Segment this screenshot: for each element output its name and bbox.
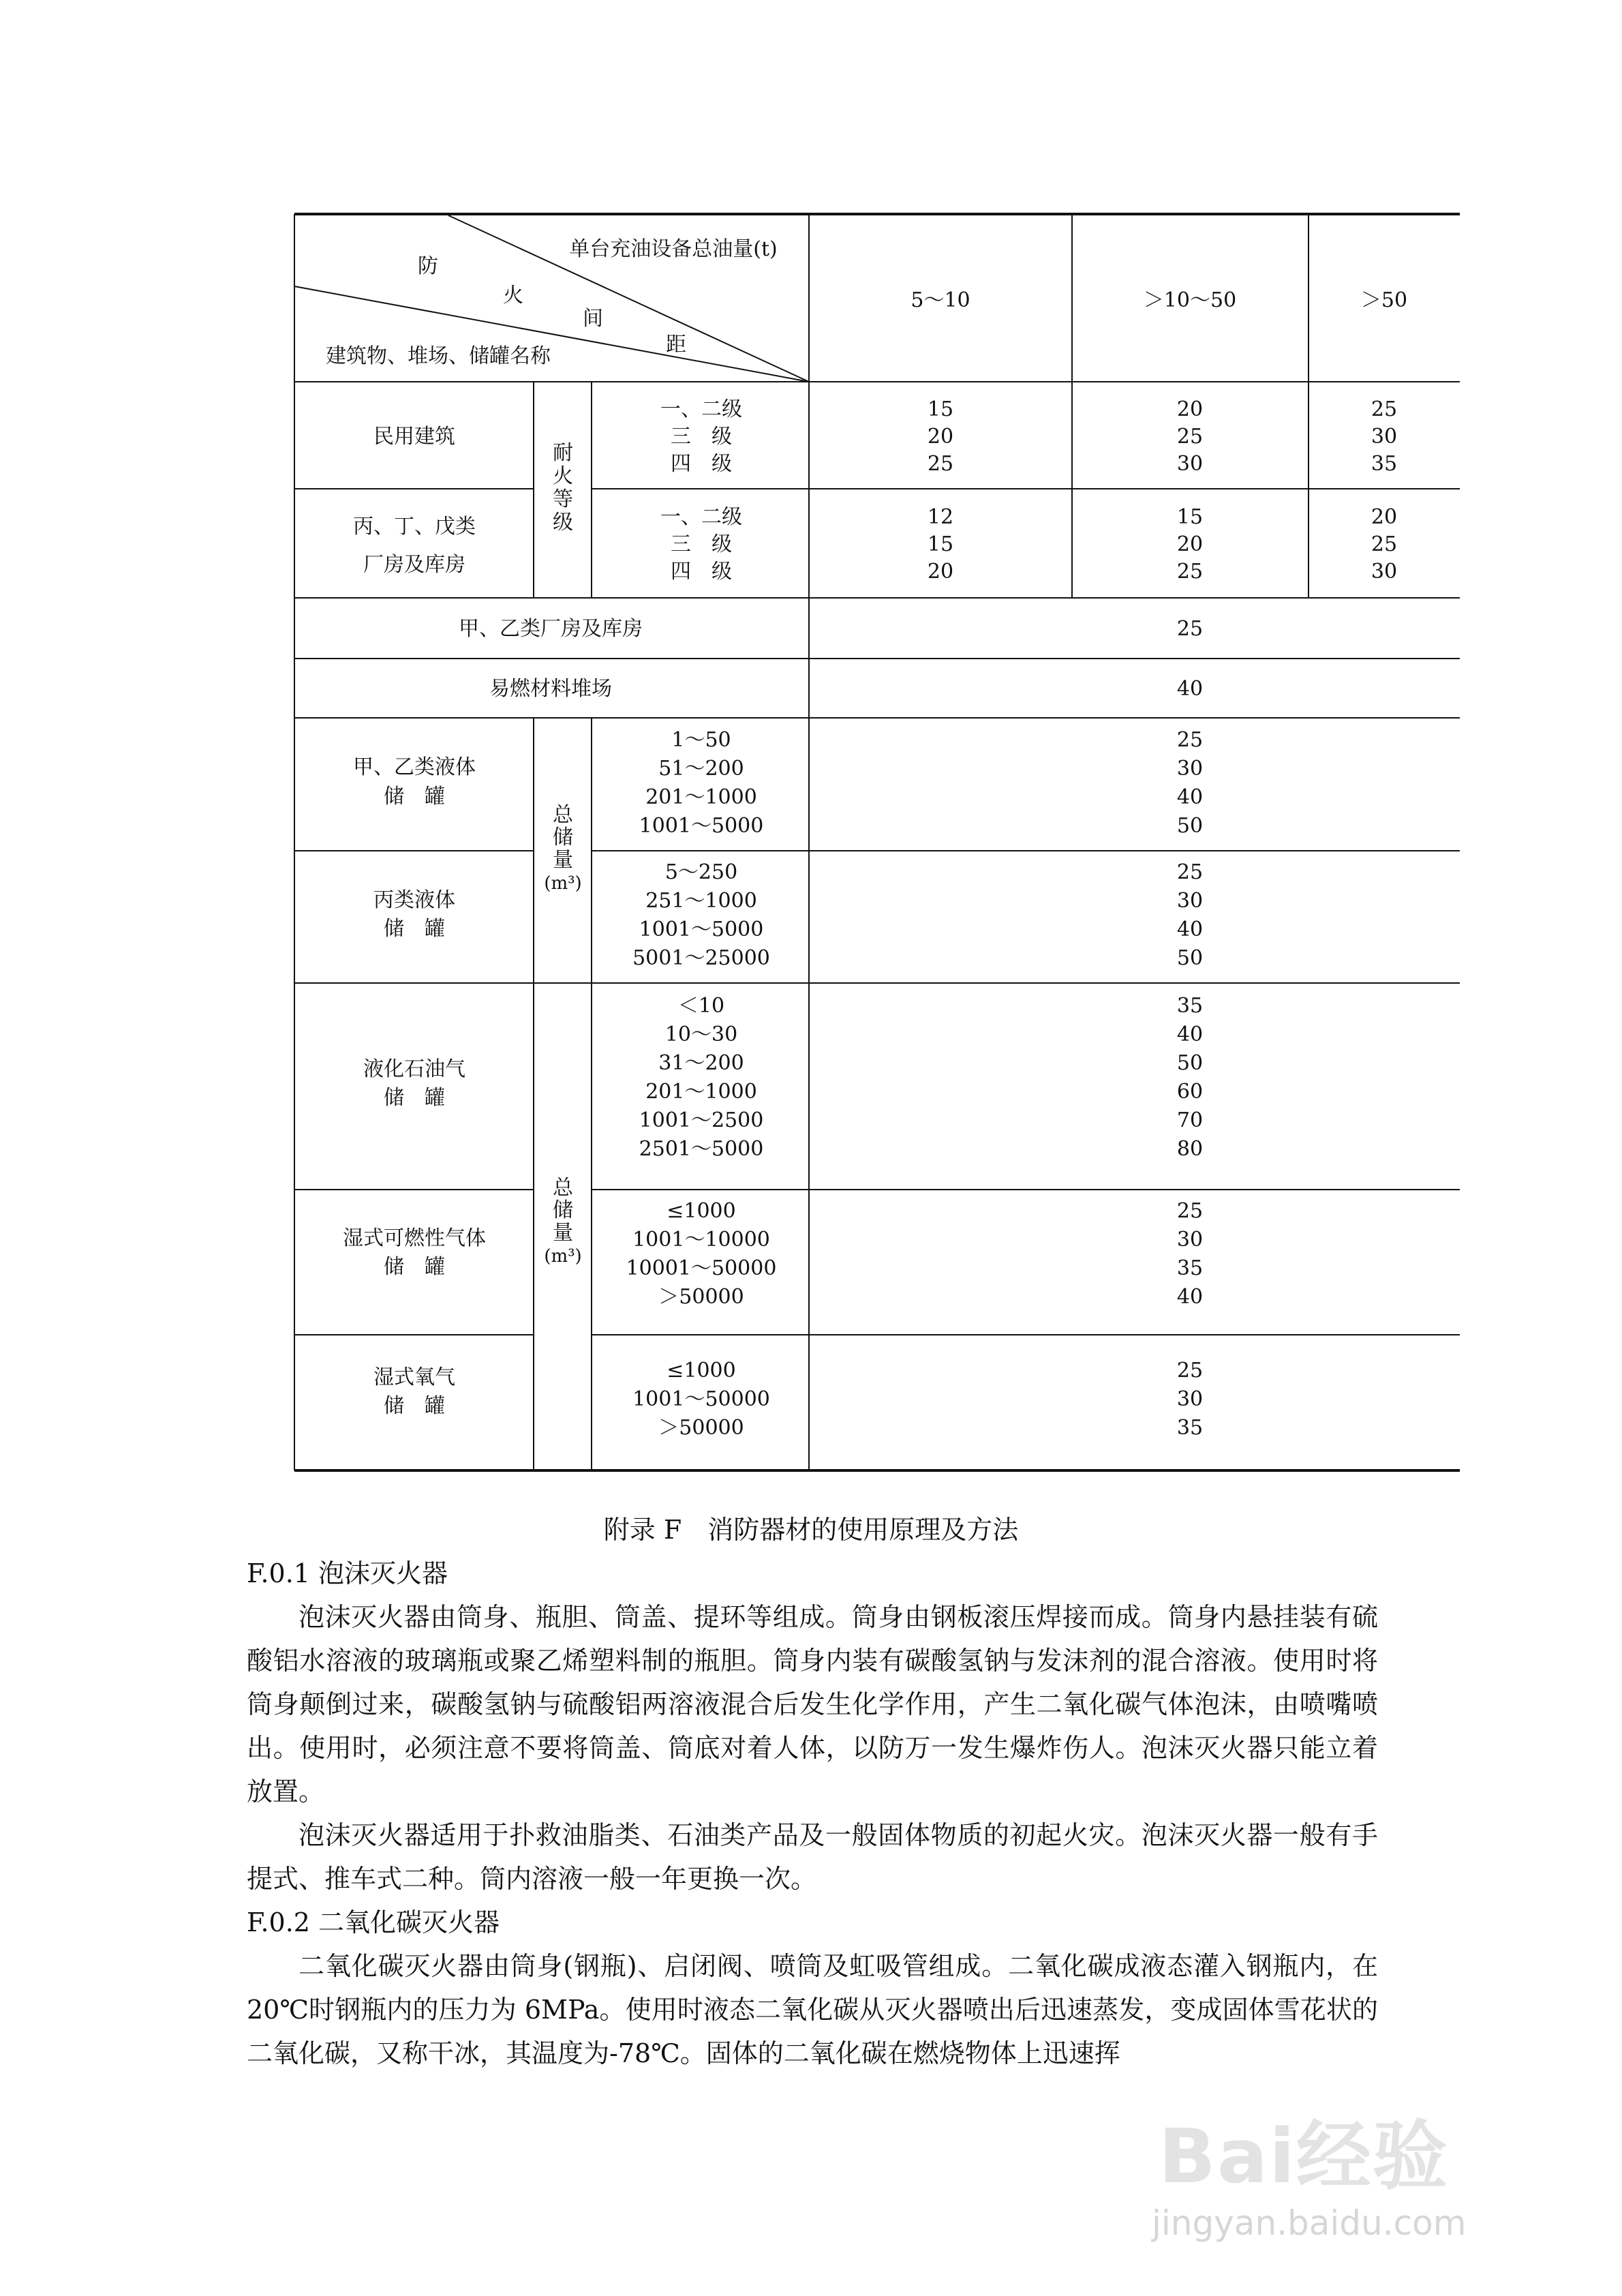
watermark-logo: Bai经验 [1159,2113,1449,2200]
fire-grade-label: 等 [553,487,573,511]
cell: 25 [1176,1359,1204,1383]
range: 1001～5000 [639,814,764,838]
col-header: ＞10～50 [1143,288,1237,312]
row-name: 易燃材料堆场 [489,677,612,701]
grade: 三 级 [671,425,732,449]
cell: 25 [1176,1199,1204,1223]
cell: 35 [1371,452,1398,476]
header-diag-char: 距 [666,333,686,357]
grade: 四 级 [671,560,732,584]
range: ＞50000 [658,1416,744,1440]
storage-label: 量 [553,1221,573,1245]
range: 1001～5000 [639,918,764,941]
cell: 15 [927,532,954,556]
cell: 25 [1176,860,1204,884]
table-grid [294,214,1460,1470]
section-heading-foam: F.0.1 泡沫灭火器 [247,1558,448,1588]
cell: 15 [1176,505,1204,529]
row-name: 甲、乙类液体 [353,755,476,779]
watermark-url: jingyan.baidu.com [1152,2203,1467,2243]
grade: 一、二级 [660,397,742,421]
cell: 40 [1176,1023,1204,1046]
row-name: 液化石油气 [363,1057,465,1081]
cell: 20 [1371,505,1398,529]
cell: 25 [1176,728,1204,752]
row-name: 储 罐 [384,1394,445,1418]
storage-label: 储 [553,1198,573,1222]
header-diag-char: 火 [503,284,523,307]
row-name: 丙类液体 [373,888,455,912]
grade: 三 级 [671,532,732,556]
range: 251～1000 [645,889,757,913]
row-name: 湿式氧气 [373,1365,455,1389]
fire-grade-label: 火 [553,464,573,488]
cell: 35 [1176,994,1204,1018]
grade: 四 级 [671,452,732,476]
cell: 15 [927,397,954,421]
cell: 35 [1176,1416,1204,1440]
range: 201～1000 [645,1080,757,1104]
cell: 20 [1176,532,1204,556]
cell: 50 [1176,946,1204,970]
paragraph: 二氧化碳灭火器由筒身(钢瓶)、启闭阀、喷筒及虹吸管组成。二氧化碳成液态灌入钢瓶内，在 20℃时钢瓶内的压力为 6MPa。使用时液态二氧化碳从灭火器喷出后迅速蒸发，变成固体雪花状的二氧化碳，又称干冰，其温度为-78℃。固体的二氧化碳在燃烧物体上迅速挥 [247,1951,1378,2068]
range: 51～200 [658,757,744,781]
cell: 30 [1176,889,1204,913]
cell: 50 [1176,1051,1204,1075]
range: 1001～2500 [639,1108,764,1132]
storage-label: 量 [553,848,573,872]
cell: 25 [1176,617,1204,641]
range: 1001～50000 [632,1387,770,1411]
cell: 30 [1371,425,1398,449]
row-name: 甲、乙类厂房及库房 [459,617,643,641]
col-header: ＞50 [1360,288,1408,312]
cell: 30 [1176,452,1204,476]
cell: 30 [1176,1228,1204,1252]
cell: 25 [1176,560,1204,584]
range: 10001～50000 [626,1256,777,1280]
cell: 40 [1176,785,1204,809]
range: ＜10 [677,994,725,1018]
cell: 30 [1176,757,1204,781]
row-name: 丙、丁、戊类 [353,515,476,539]
range: 31～200 [658,1051,744,1075]
fire-grade-label: 耐 [553,441,573,465]
cell: 40 [1176,918,1204,941]
cell: 20 [927,425,954,449]
range: 5001～25000 [632,946,770,970]
range: 1～50 [671,728,731,752]
storage-label: (m³) [544,873,582,894]
header-row-label: 建筑物、堆场、储罐名称 [326,344,551,368]
cell: 50 [1176,814,1204,838]
storage-label: 总 [553,803,573,827]
range: ≤1000 [667,1359,736,1383]
range: ≤1000 [667,1199,736,1223]
cell: 25 [1371,397,1398,421]
cell: 40 [1176,677,1204,701]
range: 1001～10000 [632,1228,770,1252]
cell: 25 [1176,425,1204,449]
fire-grade-label: 级 [553,511,573,534]
cell: 35 [1176,1256,1204,1280]
paragraph: 泡沫灭火器适用于扑救油脂类、石油类产品及一般固体物质的初起火灾。泡沫灭火器一般有手提式、推车式二种。筒内溶液一般一年更换一次。 [247,1820,1378,1894]
col-header: 5～10 [911,288,970,312]
cell: 60 [1176,1080,1204,1104]
cell: 70 [1176,1108,1204,1132]
header-diag-char: 防 [418,254,438,278]
range: 5～250 [664,860,738,884]
row-name: 储 罐 [384,1086,445,1110]
header-diag-char: 间 [583,307,603,331]
cell: 20 [1176,397,1204,421]
cell: 80 [1176,1137,1204,1161]
paragraph: 泡沫灭火器由筒身、瓶胆、筒盖、提环等组成。筒身由钢板滚压焊接而成。筒身内悬挂装有硫酸铝水溶液的玻璃瓶或聚乙烯塑料制的瓶胆。筒身内装有碳酸氢钠与发沫剂的混合溶液。使用时将筒身颠倒过来，碳酸氢钠与硫酸铝两溶液混合后发生化学作用，产生二氧化碳气体泡沫，由喷嘴喷出。使用时，必须注意不要将筒盖、筒底对着人体，以防万一发生爆炸伤人。泡沫灭火器只能立着放置。 [247,1602,1378,1807]
row-name: 储 罐 [384,917,445,941]
row-name: 厂房及库房 [363,553,465,577]
range: 2501～5000 [639,1137,764,1161]
cell: 20 [927,560,954,584]
cell: 25 [927,452,954,476]
cell: 30 [1176,1387,1204,1411]
range: ＞50000 [658,1285,744,1309]
header-total-oil: 单台充油设备总油量(t) [569,237,778,261]
grade: 一、二级 [660,505,742,529]
appendix-title: 附录 F 消防器材的使用原理及方法 [603,1515,1019,1545]
cell: 25 [1371,532,1398,556]
cell: 30 [1371,560,1398,584]
cell: 12 [927,505,954,529]
row-name: 民用建筑 [373,425,455,449]
storage-label: 储 [553,826,573,849]
storage-label: 总 [553,1176,573,1200]
section-heading-co2: F.0.2 二氧化碳灭火器 [247,1907,500,1937]
storage-label: (m³) [544,1246,582,1267]
cell: 40 [1176,1285,1204,1309]
row-name: 储 罐 [384,1255,445,1279]
row-name: 储 罐 [384,785,445,809]
row-name: 湿式可燃性气体 [343,1226,486,1250]
range: 10～30 [664,1023,738,1046]
range: 201～1000 [645,785,757,809]
